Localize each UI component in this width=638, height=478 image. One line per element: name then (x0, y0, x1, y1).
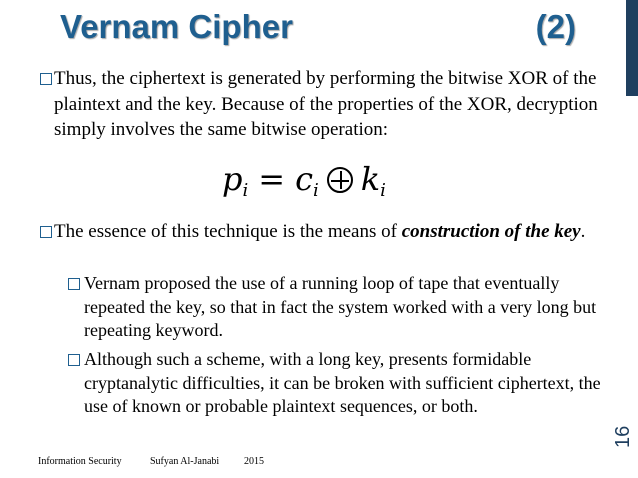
slide-title (60, 8, 580, 52)
formula-p-sub: i (242, 180, 249, 201)
title-number: (2) (535, 8, 576, 45)
title-text: Vernam Cipher (60, 8, 293, 45)
square-bullet-icon (40, 226, 52, 238)
sub-bullet-2-text: Although such a scheme, with a long key, presents formidable cryptanalytic difficulties, it can be broken with sufficient ciphertext, the use of known or probable plaintext sequences, or both. (84, 349, 601, 416)
square-bullet-icon (68, 354, 80, 366)
formula-equals: = (258, 160, 286, 198)
bullet-1-text: Thus, the ciphertext is generated by performing the bitwise XOR of the plaintext and the key. Because of the properties of the XOR, decryption simply involves the same bitwise operation: (54, 68, 598, 140)
page-number: 16 (612, 425, 634, 448)
bullet-2-text (54, 219, 624, 245)
bullet-2-pre: The essence of this technique is the means of (54, 221, 402, 242)
xor-icon (327, 167, 353, 193)
footer-course: Information Security (38, 456, 122, 467)
footer-year: 2015 (244, 456, 264, 467)
formula-k: k (360, 160, 381, 198)
footer-author: Sufyan Al-Janabi (150, 456, 220, 467)
formula-k-sub: i (380, 180, 386, 201)
xor-formula (222, 160, 386, 200)
bullet-2-post: . (580, 221, 586, 242)
sub-bullet-1-text: Vernam proposed the use of a running loop of tape that eventually repeated the key, so that in fact the system worked with a very long but repeating keyword. (84, 273, 597, 340)
square-bullet-icon (68, 278, 80, 290)
formula-c-sub: i (312, 180, 319, 201)
formula-p: p (222, 160, 243, 198)
formula-c: c (295, 160, 313, 198)
square-bullet-icon (40, 73, 52, 85)
bullet-2-emphasis: construction of the key (401, 221, 581, 242)
right-accent-bar (626, 0, 638, 96)
